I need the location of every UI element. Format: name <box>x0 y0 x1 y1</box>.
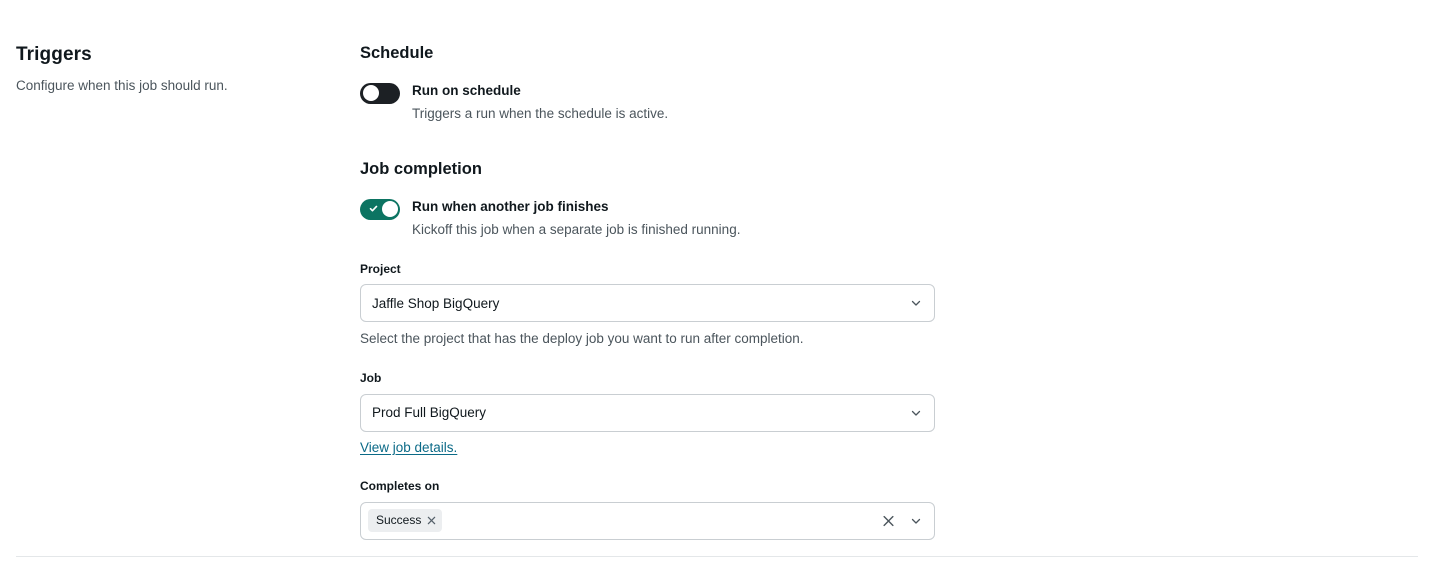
completes-on-chip[interactable] <box>368 509 442 532</box>
project-select-value: Jaffle Shop BigQuery <box>372 295 500 311</box>
job-completion-heading: Job completion <box>360 159 482 178</box>
project-field <box>360 262 960 349</box>
chevron-down-icon <box>910 407 922 419</box>
project-help: Select the project that has the deploy job you want to run after completion. <box>360 331 804 347</box>
triggers-form <box>360 44 960 540</box>
run-on-schedule-toggle[interactable] <box>360 83 400 104</box>
page-description: Configure when this job should run. <box>16 77 228 93</box>
run-on-schedule-label: Run on schedule <box>412 82 521 98</box>
completes-on-field <box>360 479 960 540</box>
section-divider <box>16 556 1418 557</box>
triggers-section-header <box>16 44 316 96</box>
job-field <box>360 371 960 457</box>
project-label: Project <box>360 261 401 276</box>
run-when-job-finishes-texts <box>412 198 740 240</box>
run-when-job-finishes-toggle[interactable] <box>360 199 400 220</box>
clear-selection-icon[interactable] <box>882 514 895 527</box>
chip-label: Success <box>376 513 422 528</box>
view-job-details-link[interactable]: View job details. <box>360 439 458 455</box>
toggle-knob <box>382 201 398 217</box>
page-title: Triggers <box>16 44 92 65</box>
project-select[interactable] <box>360 284 935 322</box>
job-select[interactable] <box>360 394 935 432</box>
job-label: Job <box>360 371 382 386</box>
run-when-job-finishes-row <box>360 198 960 240</box>
chevron-down-icon[interactable] <box>910 515 922 527</box>
job-select-value: Prod Full BigQuery <box>372 405 487 421</box>
check-icon <box>369 204 378 213</box>
run-on-schedule-row <box>360 82 960 124</box>
chevron-down-icon <box>910 297 922 309</box>
completes-on-label: Completes on <box>360 478 440 493</box>
completes-on-multiselect[interactable] <box>360 502 935 540</box>
run-when-job-finishes-help: Kickoff this job when a separate job is finished running. <box>412 221 741 237</box>
run-on-schedule-texts <box>412 82 668 124</box>
run-when-job-finishes-label: Run when another job finishes <box>412 198 609 214</box>
run-on-schedule-help: Triggers a run when the schedule is active. <box>412 105 669 121</box>
chip-remove-icon[interactable] <box>427 516 436 525</box>
schedule-heading: Schedule <box>360 44 434 62</box>
toggle-knob <box>363 85 379 101</box>
